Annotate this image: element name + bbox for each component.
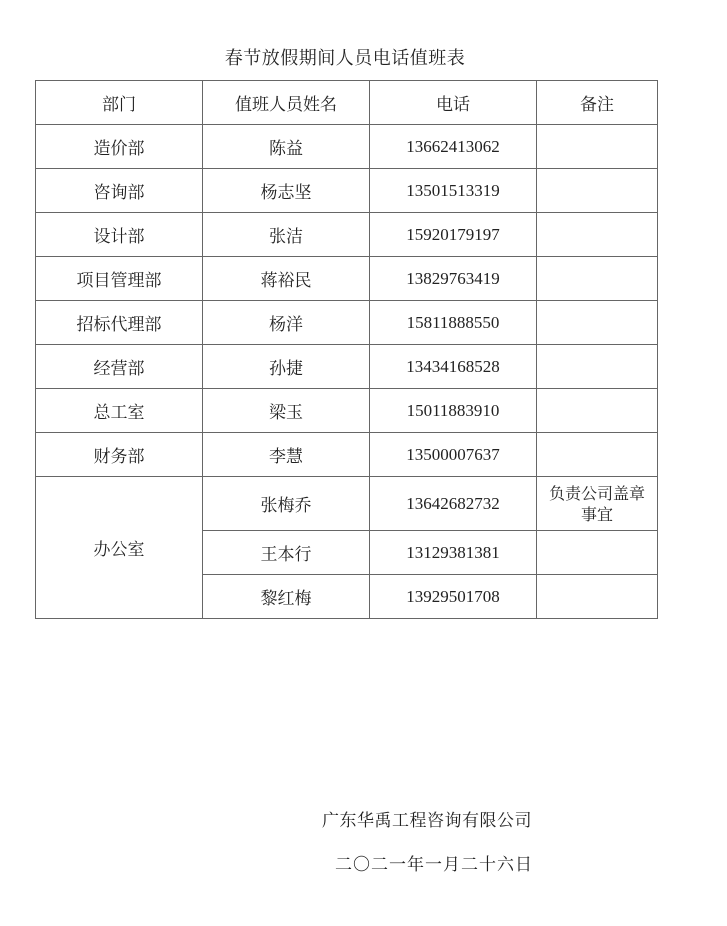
phone-cell: 13500007637 bbox=[370, 433, 537, 477]
table-row bbox=[36, 477, 658, 531]
remark-cell bbox=[537, 257, 658, 301]
remark-cell bbox=[537, 345, 658, 389]
table-header-row bbox=[36, 81, 658, 125]
staff-cell: 李慧 bbox=[203, 433, 370, 477]
phone-cell: 15920179197 bbox=[370, 213, 537, 257]
table-row bbox=[36, 257, 658, 301]
staff-cell: 杨洋 bbox=[203, 301, 370, 345]
remark-cell bbox=[537, 301, 658, 345]
department-cell: 咨询部 bbox=[36, 169, 203, 213]
phone-cell: 15811888550 bbox=[370, 301, 537, 345]
staff-cell: 孙捷 bbox=[203, 345, 370, 389]
staff-cell: 黎红梅 bbox=[203, 575, 370, 619]
table-row bbox=[36, 169, 658, 213]
document-date: 二〇二一年一月二十六日 bbox=[335, 855, 533, 875]
staff-cell: 陈益 bbox=[203, 125, 370, 169]
table-row bbox=[36, 389, 658, 433]
document-title: 春节放假期间人员电话值班表 bbox=[224, 48, 466, 69]
staff-cell: 杨志坚 bbox=[203, 169, 370, 213]
header-phone: 电话 bbox=[370, 81, 537, 125]
table-row bbox=[36, 433, 658, 477]
table-row bbox=[36, 301, 658, 345]
remark-cell bbox=[537, 169, 658, 213]
department-cell-office: 办公室 bbox=[36, 477, 203, 619]
table-row bbox=[36, 345, 658, 389]
department-cell: 招标代理部 bbox=[36, 301, 203, 345]
phone-cell: 13829763419 bbox=[370, 257, 537, 301]
company-signature: 广东华禹工程咨询有限公司 bbox=[322, 811, 532, 831]
department-cell: 造价部 bbox=[36, 125, 203, 169]
remark-cell bbox=[537, 389, 658, 433]
duty-roster-table bbox=[35, 80, 658, 619]
department-cell: 总工室 bbox=[36, 389, 203, 433]
staff-cell: 蒋裕民 bbox=[203, 257, 370, 301]
phone-cell: 13929501708 bbox=[370, 575, 537, 619]
table-row bbox=[36, 213, 658, 257]
header-staff: 值班人员姓名 bbox=[203, 81, 370, 125]
phone-cell: 13501513319 bbox=[370, 169, 537, 213]
staff-cell: 张梅乔 bbox=[203, 477, 370, 531]
department-cell: 设计部 bbox=[36, 213, 203, 257]
header-remark: 备注 bbox=[537, 81, 658, 125]
phone-cell: 13129381381 bbox=[370, 531, 537, 575]
staff-cell: 王本行 bbox=[203, 531, 370, 575]
phone-cell: 13642682732 bbox=[370, 477, 537, 531]
phone-cell: 15011883910 bbox=[370, 389, 537, 433]
remark-cell bbox=[537, 125, 658, 169]
department-cell: 财务部 bbox=[36, 433, 203, 477]
phone-cell: 13662413062 bbox=[370, 125, 537, 169]
remark-cell: 负责公司盖章事宜 bbox=[537, 477, 658, 531]
department-cell: 经营部 bbox=[36, 345, 203, 389]
header-department: 部门 bbox=[36, 81, 203, 125]
remark-cell bbox=[537, 531, 658, 575]
staff-cell: 梁玉 bbox=[203, 389, 370, 433]
staff-cell: 张洁 bbox=[203, 213, 370, 257]
phone-cell: 13434168528 bbox=[370, 345, 537, 389]
remark-cell bbox=[537, 213, 658, 257]
department-cell: 项目管理部 bbox=[36, 257, 203, 301]
remark-cell bbox=[537, 433, 658, 477]
table-row bbox=[36, 125, 658, 169]
remark-cell bbox=[537, 575, 658, 619]
